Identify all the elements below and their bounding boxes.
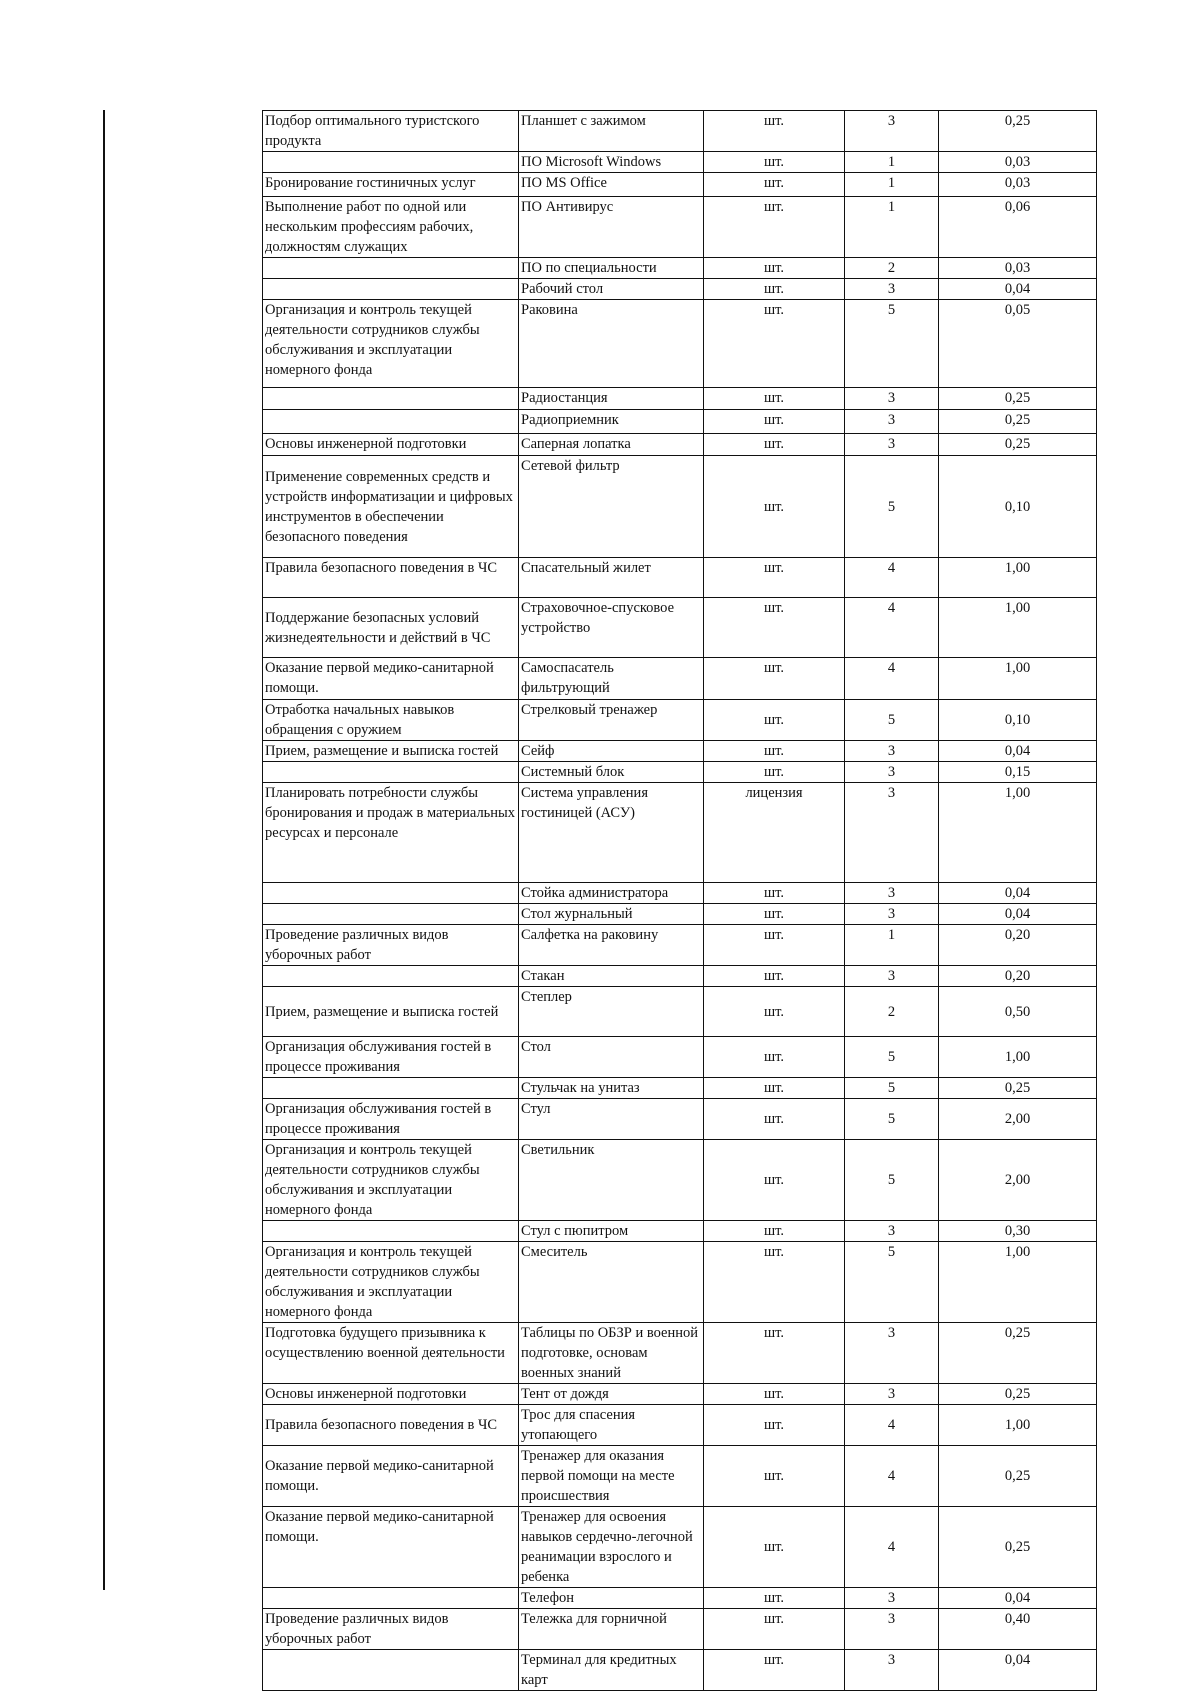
equipment-name-cell: Терминал для кредитных карт xyxy=(519,1650,704,1691)
equipment-name-cell: Рабочий стол xyxy=(519,279,704,300)
activity-cell: Подготовка будущего призывника к осуществлению военной деятельности xyxy=(263,1323,519,1384)
unit-cell: шт. xyxy=(704,762,845,783)
value-cell: 1,00 xyxy=(939,598,1097,658)
unit-cell: шт. xyxy=(704,1078,845,1099)
value-cell: 0,15 xyxy=(939,762,1097,783)
unit-cell: шт. xyxy=(704,904,845,925)
table-row xyxy=(263,197,1097,258)
equipment-name-cell: ПО MS Office xyxy=(519,173,704,197)
value-cell: 0,25 xyxy=(939,1078,1097,1099)
table-row xyxy=(263,1507,1097,1588)
quantity-cell: 1 xyxy=(845,152,939,173)
table-row xyxy=(263,904,1097,925)
equipment-name-cell: Тележка для горничной xyxy=(519,1609,704,1650)
table-row xyxy=(263,173,1097,197)
equipment-name-cell: Телефон xyxy=(519,1588,704,1609)
table-row xyxy=(263,741,1097,762)
value-cell: 1,00 xyxy=(939,783,1097,883)
unit-cell: шт. xyxy=(704,111,845,152)
value-cell: 0,25 xyxy=(939,111,1097,152)
unit-cell: шт. xyxy=(704,1588,845,1609)
quantity-cell: 1 xyxy=(845,173,939,197)
table-row xyxy=(263,279,1097,300)
value-cell: 0,50 xyxy=(939,987,1097,1037)
table-row xyxy=(263,783,1097,883)
activity-cell xyxy=(263,410,519,434)
activity-cell: Выполнение работ по одной или нескольким профессиям рабочих, должностям служащих xyxy=(263,197,519,258)
activity-cell: Планировать потребности службы бронирования и продаж в материальных ресурсах и персонале xyxy=(263,783,519,883)
equipment-name-cell: Саперная лопатка xyxy=(519,434,704,456)
quantity-cell: 2 xyxy=(845,258,939,279)
table-row xyxy=(263,410,1097,434)
equipment-name-cell: Радиоприемник xyxy=(519,410,704,434)
activity-cell: Поддержание безопасных условий жизнедеятельности и действий в ЧС xyxy=(263,598,519,658)
equipment-name-cell: Стол журнальный xyxy=(519,904,704,925)
equipment-table xyxy=(262,110,1097,1691)
unit-cell: шт. xyxy=(704,279,845,300)
table-row xyxy=(263,111,1097,152)
unit-cell: шт. xyxy=(704,1242,845,1323)
quantity-cell: 5 xyxy=(845,1037,939,1078)
quantity-cell: 5 xyxy=(845,1078,939,1099)
table-row xyxy=(263,388,1097,410)
equipment-name-cell: Тренажер для освоения навыков сердечно-легочной реанимации взрослого и ребенка xyxy=(519,1507,704,1588)
unit-cell: шт. xyxy=(704,197,845,258)
quantity-cell: 3 xyxy=(845,111,939,152)
unit-cell: шт. xyxy=(704,1323,845,1384)
value-cell: 1,00 xyxy=(939,1242,1097,1323)
equipment-name-cell: ПО по специальности xyxy=(519,258,704,279)
value-cell: 0,25 xyxy=(939,1323,1097,1384)
table-row xyxy=(263,658,1097,700)
unit-cell: шт. xyxy=(704,987,845,1037)
unit-cell: шт. xyxy=(704,152,845,173)
quantity-cell: 3 xyxy=(845,1650,939,1691)
unit-cell: шт. xyxy=(704,456,845,558)
unit-cell: шт. xyxy=(704,388,845,410)
activity-cell: Бронирование гостиничных услуг xyxy=(263,173,519,197)
value-cell: 0,03 xyxy=(939,258,1097,279)
quantity-cell: 5 xyxy=(845,1140,939,1221)
activity-cell xyxy=(263,388,519,410)
value-cell: 0,25 xyxy=(939,1446,1097,1507)
table-row xyxy=(263,762,1097,783)
activity-cell xyxy=(263,1221,519,1242)
activity-cell: Организация и контроль текущей деятельности сотрудников службы обслуживания и эксплуатации номерного фонда xyxy=(263,1242,519,1323)
table-row xyxy=(263,1323,1097,1384)
value-cell: 0,04 xyxy=(939,1650,1097,1691)
activity-cell xyxy=(263,883,519,904)
unit-cell: шт. xyxy=(704,883,845,904)
activity-cell: Правила безопасного поведения в ЧС xyxy=(263,558,519,598)
table-row xyxy=(263,300,1097,388)
value-cell: 0,25 xyxy=(939,1384,1097,1405)
unit-cell: шт. xyxy=(704,1384,845,1405)
value-cell: 0,25 xyxy=(939,388,1097,410)
value-cell: 0,20 xyxy=(939,966,1097,987)
quantity-cell: 5 xyxy=(845,1099,939,1140)
activity-cell: Организация обслуживания гостей в процессе проживания xyxy=(263,1037,519,1078)
value-cell: 0,25 xyxy=(939,1507,1097,1588)
unit-cell: шт. xyxy=(704,741,845,762)
activity-cell xyxy=(263,1588,519,1609)
unit-cell: шт. xyxy=(704,1446,845,1507)
activity-cell xyxy=(263,1078,519,1099)
unit-cell: шт. xyxy=(704,925,845,966)
value-cell: 2,00 xyxy=(939,1140,1097,1221)
equipment-name-cell: Стол xyxy=(519,1037,704,1078)
unit-cell: шт. xyxy=(704,410,845,434)
equipment-table-body xyxy=(263,111,1097,1691)
table-row xyxy=(263,434,1097,456)
value-cell: 1,00 xyxy=(939,558,1097,598)
margin-line xyxy=(103,110,105,1590)
unit-cell: шт. xyxy=(704,1609,845,1650)
unit-cell: шт. xyxy=(704,1037,845,1078)
equipment-name-cell: Тент от дождя xyxy=(519,1384,704,1405)
unit-cell: шт. xyxy=(704,1099,845,1140)
value-cell: 1,00 xyxy=(939,658,1097,700)
value-cell: 0,40 xyxy=(939,1609,1097,1650)
activity-cell: Организация и контроль текущей деятельности сотрудников службы обслуживания и эксплуатации номерного фонда xyxy=(263,300,519,388)
equipment-name-cell: Стрелковый тренажер xyxy=(519,700,704,741)
quantity-cell: 4 xyxy=(845,598,939,658)
activity-cell: Оказание первой медико-санитарной помощи. xyxy=(263,1446,519,1507)
equipment-name-cell: Светильник xyxy=(519,1140,704,1221)
activity-cell: Прием, размещение и выписка гостей xyxy=(263,987,519,1037)
table-row xyxy=(263,925,1097,966)
table-row xyxy=(263,883,1097,904)
unit-cell: шт. xyxy=(704,1507,845,1588)
unit-cell: шт. xyxy=(704,1650,845,1691)
equipment-name-cell: Стул xyxy=(519,1099,704,1140)
table-row xyxy=(263,1609,1097,1650)
table-row xyxy=(263,558,1097,598)
activity-cell xyxy=(263,279,519,300)
table-row xyxy=(263,456,1097,558)
activity-cell: Проведение различных видов уборочных работ xyxy=(263,1609,519,1650)
unit-cell: шт. xyxy=(704,1140,845,1221)
quantity-cell: 3 xyxy=(845,1384,939,1405)
quantity-cell: 3 xyxy=(845,741,939,762)
unit-cell: шт. xyxy=(704,966,845,987)
equipment-name-cell: Сейф xyxy=(519,741,704,762)
equipment-name-cell: Стул с пюпитром xyxy=(519,1221,704,1242)
equipment-name-cell: Раковина xyxy=(519,300,704,388)
value-cell: 0,03 xyxy=(939,173,1097,197)
unit-cell: шт. xyxy=(704,1221,845,1242)
unit-cell: шт. xyxy=(704,700,845,741)
quantity-cell: 5 xyxy=(845,1242,939,1323)
equipment-name-cell: Системный блок xyxy=(519,762,704,783)
quantity-cell: 5 xyxy=(845,700,939,741)
quantity-cell: 2 xyxy=(845,987,939,1037)
equipment-name-cell: Таблицы по ОБЗР и военной подготовке, основам военных знаний xyxy=(519,1323,704,1384)
value-cell: 0,06 xyxy=(939,197,1097,258)
activity-cell: Подбор оптимального туристского продукта xyxy=(263,111,519,152)
value-cell: 0,04 xyxy=(939,1588,1097,1609)
table-row xyxy=(263,152,1097,173)
table-row xyxy=(263,598,1097,658)
value-cell: 0,04 xyxy=(939,904,1097,925)
quantity-cell: 3 xyxy=(845,434,939,456)
activity-cell: Организация обслуживания гостей в процессе проживания xyxy=(263,1099,519,1140)
quantity-cell: 1 xyxy=(845,925,939,966)
equipment-name-cell: Система управления гостиницей (АСУ) xyxy=(519,783,704,883)
activity-cell xyxy=(263,152,519,173)
unit-cell: шт. xyxy=(704,300,845,388)
unit-cell: шт. xyxy=(704,558,845,598)
value-cell: 0,10 xyxy=(939,456,1097,558)
unit-cell: шт. xyxy=(704,173,845,197)
equipment-name-cell: Страховочное-спусковое устройство xyxy=(519,598,704,658)
equipment-name-cell: Стойка администратора xyxy=(519,883,704,904)
quantity-cell: 5 xyxy=(845,456,939,558)
quantity-cell: 3 xyxy=(845,279,939,300)
activity-cell: Оказание первой медико-санитарной помощи. xyxy=(263,1507,519,1588)
equipment-name-cell: Степлер xyxy=(519,987,704,1037)
quantity-cell: 3 xyxy=(845,1588,939,1609)
unit-cell: шт. xyxy=(704,658,845,700)
equipment-name-cell: Салфетка на раковину xyxy=(519,925,704,966)
quantity-cell: 4 xyxy=(845,1405,939,1446)
activity-cell: Отработка начальных навыков обращения с оружием xyxy=(263,700,519,741)
table-row xyxy=(263,1650,1097,1691)
table-row xyxy=(263,1078,1097,1099)
value-cell: 0,10 xyxy=(939,700,1097,741)
equipment-name-cell: ПО Microsoft Windows xyxy=(519,152,704,173)
value-cell: 0,03 xyxy=(939,152,1097,173)
quantity-cell: 4 xyxy=(845,1507,939,1588)
quantity-cell: 3 xyxy=(845,966,939,987)
table-row xyxy=(263,1242,1097,1323)
equipment-name-cell: Спасательный жилет xyxy=(519,558,704,598)
quantity-cell: 4 xyxy=(845,558,939,598)
quantity-cell: 3 xyxy=(845,904,939,925)
activity-cell: Оказание первой медико-санитарной помощи. xyxy=(263,658,519,700)
equipment-name-cell: Радиостанция xyxy=(519,388,704,410)
quantity-cell: 5 xyxy=(845,300,939,388)
activity-cell: Основы инженерной подготовки xyxy=(263,434,519,456)
unit-cell: шт. xyxy=(704,598,845,658)
value-cell: 2,00 xyxy=(939,1099,1097,1140)
equipment-name-cell: Самоспасатель фильтрующий xyxy=(519,658,704,700)
table-row xyxy=(263,1446,1097,1507)
quantity-cell: 3 xyxy=(845,410,939,434)
equipment-name-cell: Стакан xyxy=(519,966,704,987)
activity-cell xyxy=(263,762,519,783)
equipment-name-cell: Стульчак на унитаз xyxy=(519,1078,704,1099)
activity-cell: Проведение различных видов уборочных работ xyxy=(263,925,519,966)
table-row xyxy=(263,1140,1097,1221)
activity-cell xyxy=(263,258,519,279)
table-row xyxy=(263,1384,1097,1405)
quantity-cell: 3 xyxy=(845,883,939,904)
unit-cell: шт. xyxy=(704,1405,845,1446)
unit-cell: лицензия xyxy=(704,783,845,883)
activity-cell: Правила безопасного поведения в ЧС xyxy=(263,1405,519,1446)
value-cell: 0,04 xyxy=(939,883,1097,904)
quantity-cell: 3 xyxy=(845,388,939,410)
equipment-name-cell: Тренажер для оказания первой помощи на месте происшествия xyxy=(519,1446,704,1507)
equipment-name-cell: Сетевой фильтр xyxy=(519,456,704,558)
activity-cell xyxy=(263,966,519,987)
table-row xyxy=(263,1037,1097,1078)
value-cell: 0,30 xyxy=(939,1221,1097,1242)
value-cell: 0,04 xyxy=(939,741,1097,762)
equipment-name-cell: Трос для спасения утопающего xyxy=(519,1405,704,1446)
quantity-cell: 3 xyxy=(845,1323,939,1384)
equipment-name-cell: Смеситель xyxy=(519,1242,704,1323)
activity-cell xyxy=(263,904,519,925)
activity-cell: Основы инженерной подготовки xyxy=(263,1384,519,1405)
activity-cell: Прием, размещение и выписка гостей xyxy=(263,741,519,762)
quantity-cell: 4 xyxy=(845,658,939,700)
value-cell: 0,05 xyxy=(939,300,1097,388)
table-row xyxy=(263,1405,1097,1446)
unit-cell: шт. xyxy=(704,434,845,456)
activity-cell: Организация и контроль текущей деятельности сотрудников службы обслуживания и эксплуатации номерного фонда xyxy=(263,1140,519,1221)
value-cell: 0,25 xyxy=(939,410,1097,434)
table-row xyxy=(263,966,1097,987)
unit-cell: шт. xyxy=(704,258,845,279)
table-row xyxy=(263,1588,1097,1609)
table-row xyxy=(263,1221,1097,1242)
table-row xyxy=(263,258,1097,279)
quantity-cell: 1 xyxy=(845,197,939,258)
value-cell: 0,04 xyxy=(939,279,1097,300)
value-cell: 0,25 xyxy=(939,434,1097,456)
quantity-cell: 3 xyxy=(845,762,939,783)
activity-cell: Применение современных средств и устройств информатизации и цифровых инструментов в обеспечении безопасного поведения xyxy=(263,456,519,558)
table-row xyxy=(263,987,1097,1037)
quantity-cell: 3 xyxy=(845,1221,939,1242)
quantity-cell: 3 xyxy=(845,783,939,883)
value-cell: 1,00 xyxy=(939,1037,1097,1078)
table-row xyxy=(263,700,1097,741)
quantity-cell: 4 xyxy=(845,1446,939,1507)
equipment-name-cell: ПО Антивирус xyxy=(519,197,704,258)
equipment-name-cell: Планшет с зажимом xyxy=(519,111,704,152)
value-cell: 1,00 xyxy=(939,1405,1097,1446)
value-cell: 0,20 xyxy=(939,925,1097,966)
quantity-cell: 3 xyxy=(845,1609,939,1650)
table-row xyxy=(263,1099,1097,1140)
activity-cell xyxy=(263,1650,519,1691)
